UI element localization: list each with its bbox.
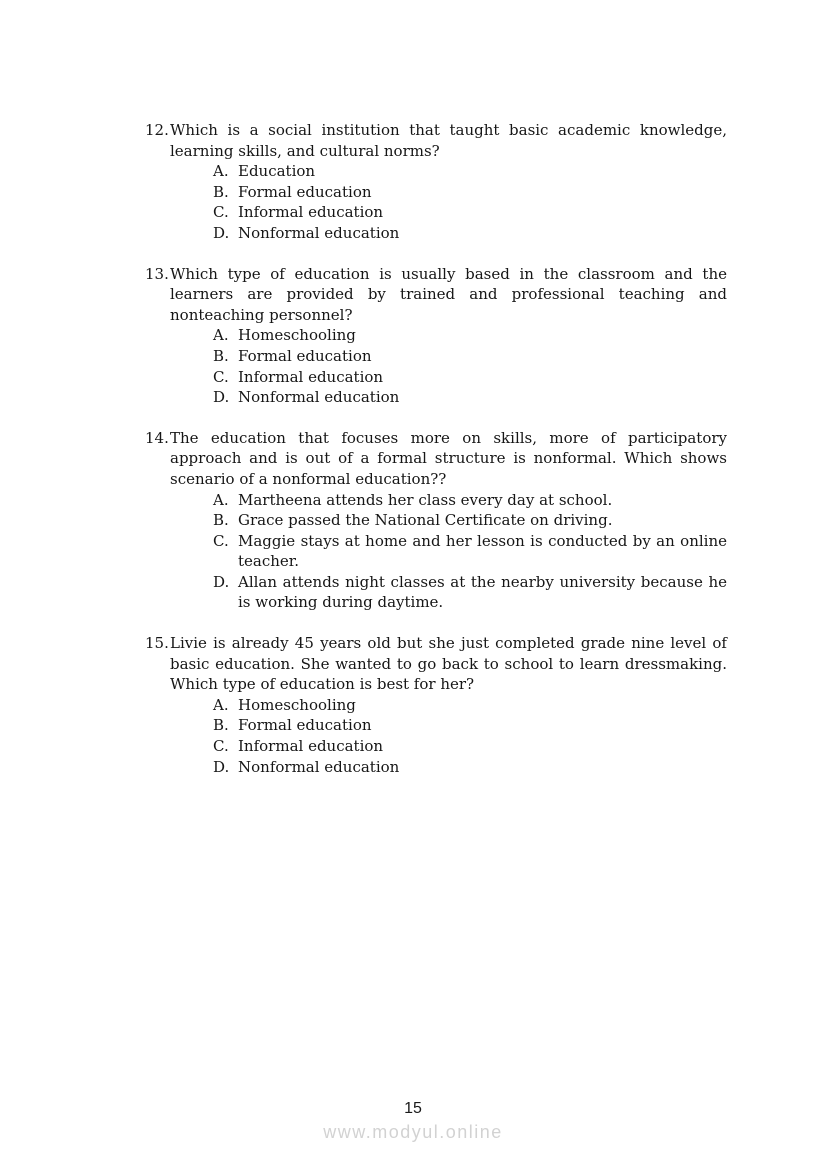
watermark-text: www.modyul.online <box>323 1122 503 1142</box>
option-d <box>213 572 727 613</box>
option-text: Grace passed the National Certificate on driving. <box>238 511 613 530</box>
option-letter: A. <box>213 162 229 181</box>
question-15 <box>145 633 727 777</box>
option-letter: C. <box>213 367 229 386</box>
option-b <box>213 346 727 367</box>
option-letter: D. <box>213 388 230 407</box>
page-footer <box>0 1098 826 1144</box>
option-text: Informal education <box>238 367 384 386</box>
question-number: 12. <box>145 121 169 139</box>
option-text: Education <box>238 162 316 181</box>
question-13 <box>145 264 727 408</box>
option-text: Informal education <box>238 737 384 756</box>
option-b <box>213 510 727 531</box>
option-letter: A. <box>213 490 229 509</box>
question-body: Livie is already 45 years old but she just completed grade nine level of basic education. She wanted to go back to school to learn dressmaking. Which type of education is best for her? <box>170 634 727 694</box>
option-letter: B. <box>213 182 229 201</box>
option-letter: C. <box>213 737 229 756</box>
option-letter: B. <box>213 346 229 365</box>
option-letter: B. <box>213 511 229 530</box>
option-text: Nonformal education <box>238 223 400 242</box>
option-d <box>213 223 727 244</box>
option-text: Homeschooling <box>238 326 356 345</box>
option-letter: D. <box>213 223 230 242</box>
option-text: Formal education <box>238 716 372 735</box>
option-c <box>213 367 727 388</box>
question-14 <box>145 428 727 613</box>
option-text: Nonformal education <box>238 388 400 407</box>
option-letter: B. <box>213 716 229 735</box>
option-a <box>213 490 727 511</box>
option-text: Allan attends night classes at the nearby university because he is working during daytime. <box>238 572 727 612</box>
question-body: Which type of education is usually based in the classroom and the learners are provided by trained and professional teaching and nonteaching personnel? <box>170 264 727 324</box>
question-number: 15. <box>145 634 169 653</box>
option-b <box>213 715 727 736</box>
question-text <box>145 428 727 490</box>
page-number: 15 <box>404 1100 422 1117</box>
option-text: Formal education <box>238 182 372 201</box>
option-c <box>213 202 727 223</box>
options-list <box>213 490 727 614</box>
option-letter: A. <box>213 326 229 345</box>
question-list <box>145 120 727 797</box>
option-text: Formal education <box>238 346 372 365</box>
options-list <box>213 161 727 243</box>
option-a <box>213 695 727 716</box>
option-a <box>213 161 727 182</box>
option-text: Martheena attends her class every day at school. <box>238 490 613 509</box>
options-list <box>213 325 727 407</box>
option-letter: D. <box>213 757 230 776</box>
option-text: Maggie stays at home and her lesson is conducted by an online teacher. <box>238 531 727 571</box>
question-number: 13. <box>145 264 169 283</box>
option-letter: C. <box>213 531 229 550</box>
question-body: Which is a social institution that taught basic academic knowledge, learning skills, and cultural norms? <box>170 121 727 160</box>
option-c <box>213 531 727 572</box>
option-text: Nonformal education <box>238 757 400 776</box>
question-body: The education that focuses more on skills, more of participatory approach and is out of a formal structure is nonformal. Which shows scenario of a nonformal education?? <box>170 428 727 488</box>
option-a <box>213 325 727 346</box>
option-letter: C. <box>213 203 229 222</box>
option-text: Informal education <box>238 203 384 222</box>
question-text <box>145 264 727 326</box>
option-c <box>213 736 727 757</box>
question-text <box>145 120 727 161</box>
option-d <box>213 757 727 778</box>
option-letter: D. <box>213 572 230 591</box>
options-list <box>213 695 727 777</box>
question-12 <box>145 120 727 244</box>
option-text: Homeschooling <box>238 695 356 714</box>
option-letter: A. <box>213 695 229 714</box>
question-number: 14. <box>145 428 169 447</box>
question-text <box>145 633 727 695</box>
option-d <box>213 387 727 408</box>
option-b <box>213 182 727 203</box>
